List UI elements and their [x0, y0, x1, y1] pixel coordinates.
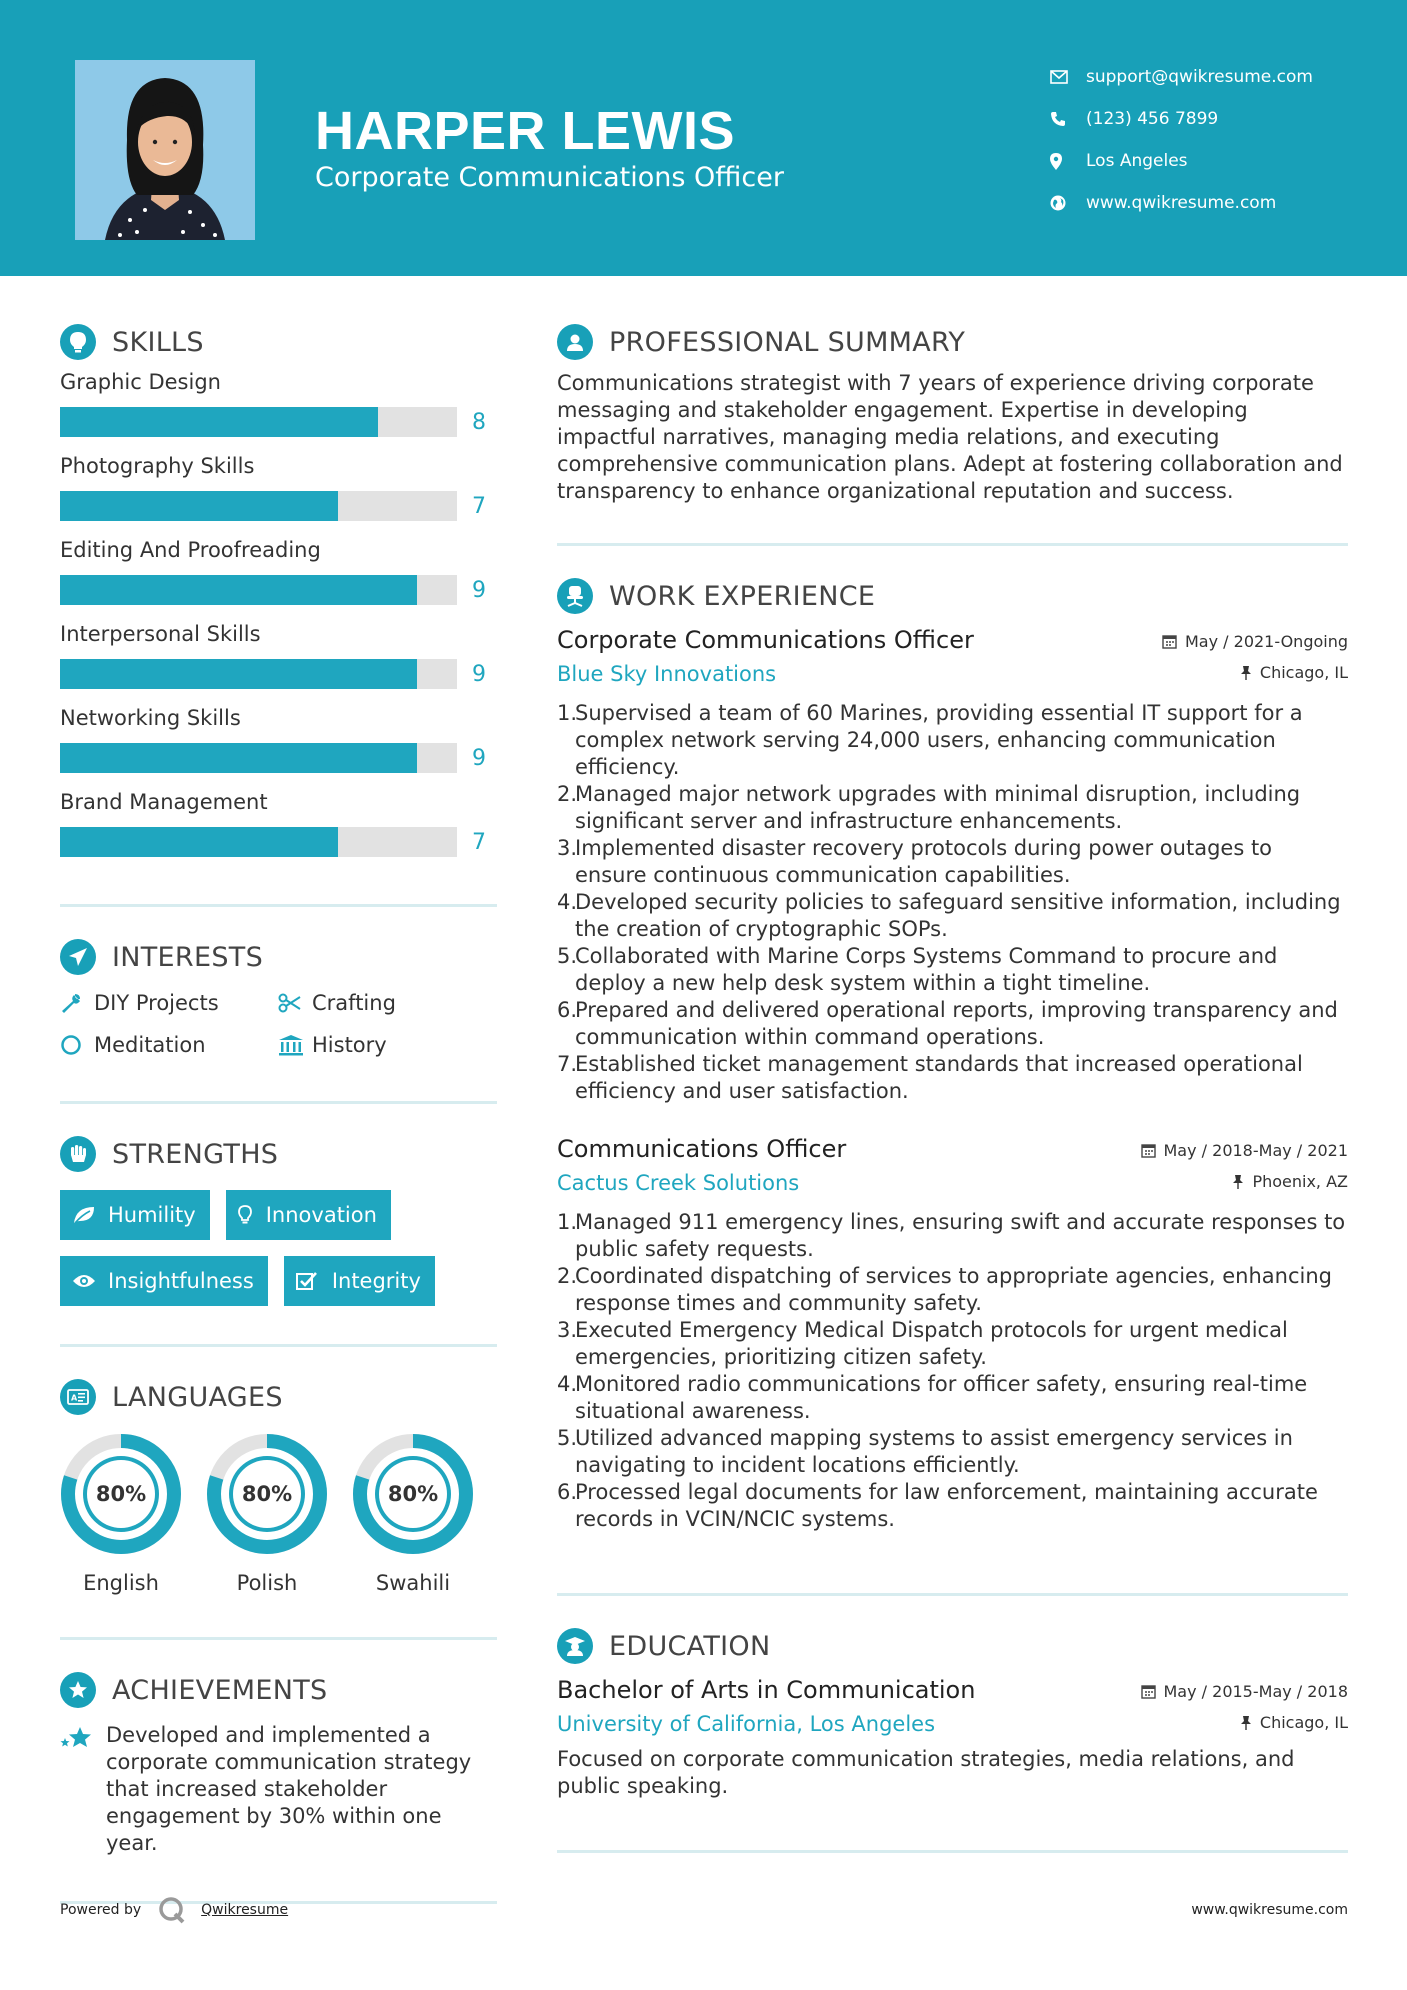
language-ring — [60, 1433, 182, 1555]
pushpin-icon — [1240, 665, 1252, 680]
list-item: 3. Executed Emergency Medical Dispatch protocols for urgent medical emergencies, prioritizing citizen safety. — [557, 1317, 1348, 1371]
job-entry — [557, 1135, 1348, 1533]
skill-name: Networking Skills — [60, 706, 241, 730]
skill-item — [60, 790, 497, 864]
list-item: 5. Collaborated with Marine Corps Systems Command to procure and deploy a new help desk system within a tight timeline. — [557, 943, 1348, 997]
summary-heading — [557, 324, 1348, 360]
contact-location-text: Los Angeles — [1086, 151, 1188, 171]
education-title: EDUCATION — [609, 1630, 771, 1662]
left-column — [60, 276, 497, 1904]
section-divider — [60, 1101, 497, 1104]
job-date — [1141, 1141, 1349, 1160]
interest-label: History — [312, 1033, 387, 1057]
brand-link[interactable]: Qwikresume — [201, 1902, 289, 1918]
phone-icon — [1050, 111, 1086, 127]
calendar-icon — [1141, 1143, 1156, 1158]
interests-heading — [60, 939, 497, 975]
work-heading — [557, 578, 1348, 614]
section-divider — [557, 1593, 1348, 1596]
skill-name: Interpersonal Skills — [60, 622, 261, 646]
skill-value: 7 — [472, 829, 486, 855]
calendar-icon — [1162, 634, 1177, 649]
section-divider — [60, 904, 497, 907]
skill-bar-fill — [60, 743, 417, 773]
list-item: 6. Prepared and delivered operational reports, improving transparency and communication within command operations. — [557, 997, 1348, 1051]
strengths-heading — [60, 1136, 497, 1172]
strengths-list — [60, 1190, 497, 1306]
education-location-text: Chicago, IL — [1259, 1713, 1348, 1732]
job-location — [1141, 1172, 1349, 1191]
education-entry — [557, 1676, 1348, 1800]
lightbulb-icon — [238, 1205, 266, 1225]
skill-bar — [60, 827, 457, 857]
contact-list — [1050, 56, 1313, 224]
paper-plane-icon — [60, 939, 96, 975]
strength-chip — [284, 1256, 435, 1306]
skill-bar-fill — [60, 659, 417, 689]
bullet-text: Executed Emergency Medical Dispatch protocols for urgent medical emergencies, prioritizing citizen safety. — [575, 1318, 1288, 1369]
bullet-text: Prepared and delivered operational reports, improving transparency and communication within command operations. — [575, 998, 1338, 1049]
language-item — [206, 1433, 328, 1595]
skill-value: 8 — [472, 409, 486, 435]
language-percent: 80% — [241, 1482, 293, 1506]
summary-title: PROFESSIONAL SUMMARY — [609, 326, 966, 358]
interest-item — [60, 1033, 278, 1057]
bullet-text: Monitored radio communications for officer safety, ensuring real-time situational awareness. — [575, 1372, 1308, 1423]
strength-chip — [60, 1256, 268, 1306]
office-chair-icon — [557, 578, 593, 614]
strength-chip — [226, 1190, 391, 1240]
calendar-icon — [1141, 1684, 1156, 1699]
fist-icon — [60, 1136, 96, 1172]
list-item: 4. Developed security policies to safeguard sensitive information, including the creation of cryptographic SOPs. — [557, 889, 1348, 943]
circle-icon — [60, 1034, 94, 1056]
education-heading — [557, 1628, 1348, 1664]
skill-bar — [60, 743, 457, 773]
candidate-role: Corporate Communications Officer — [315, 162, 784, 193]
language-percent: 80% — [95, 1482, 147, 1506]
bullet-text: Implemented disaster recovery protocols during power outages to ensure continuous communication capabilities. — [575, 836, 1273, 887]
wrench-icon — [60, 992, 94, 1014]
contact-phone[interactable] — [1050, 98, 1313, 140]
location-pin-icon — [1050, 153, 1086, 170]
job-date-text: May / 2018-May / 2021 — [1163, 1141, 1348, 1160]
list-item: 7. Established ticket management standards that increased operational efficiency and user satisfaction. — [557, 1051, 1348, 1105]
language-item — [60, 1433, 182, 1595]
language-ring — [352, 1433, 474, 1555]
interest-label: DIY Projects — [94, 991, 219, 1015]
stars-icon — [60, 1724, 94, 1857]
job-entry — [557, 626, 1348, 1105]
interest-item — [278, 1033, 496, 1057]
language-name: English — [83, 1571, 159, 1595]
skill-bar — [60, 659, 457, 689]
skills-heading — [60, 324, 497, 360]
right-column — [557, 276, 1348, 1853]
achievement-item — [60, 1722, 497, 1857]
profile-photo — [75, 60, 255, 240]
candidate-name: HARPER LEWIS — [315, 101, 736, 161]
skills-list — [60, 370, 497, 864]
skill-value: 7 — [472, 493, 486, 519]
skill-bar-fill — [60, 827, 338, 857]
resume-header — [0, 0, 1407, 276]
bullet-text: Coordinated dispatching of services to appropriate agencies, enhancing response times and community safety. — [575, 1264, 1332, 1315]
education-date-text: May / 2015-May / 2018 — [1163, 1682, 1348, 1701]
job-company: Blue Sky Innovations — [557, 662, 777, 686]
section-divider — [557, 1850, 1348, 1853]
job-company: Cactus Creek Solutions — [557, 1171, 800, 1195]
skill-name: Photography Skills — [60, 454, 255, 478]
envelope-icon — [1050, 70, 1086, 84]
checkbox-icon — [296, 1271, 332, 1291]
interests-title: INTERESTS — [112, 941, 264, 973]
skill-item — [60, 370, 497, 444]
work-title: WORK EXPERIENCE — [609, 580, 876, 612]
contact-location — [1050, 140, 1313, 182]
strength-label: Humility — [108, 1203, 196, 1227]
skill-bar-fill — [60, 407, 378, 437]
skill-item — [60, 538, 497, 612]
page-footer — [60, 1895, 1348, 1925]
skill-bar-fill — [60, 575, 417, 605]
scissors-icon — [278, 993, 312, 1013]
languages-title: LANGUAGES — [112, 1381, 283, 1413]
job-location-text: Phoenix, AZ — [1252, 1172, 1348, 1191]
leaf-icon — [72, 1205, 108, 1225]
bullet-text: Utilized advanced mapping systems to assist emergency services in navigating to incident locations efficiently. — [575, 1426, 1293, 1477]
bullet-text: Developed security policies to safeguard sensitive information, including the creation of cryptographic SOPs. — [575, 890, 1341, 941]
skill-value: 9 — [472, 745, 486, 771]
achievement-text: Developed and implemented a corporate communication strategy that increased stakeholder engagement by 30% within one year. — [106, 1723, 472, 1855]
languages-heading — [60, 1379, 497, 1415]
bullet-text: Processed legal documents for law enforcement, maintaining accurate records in VCIN/NCIC systems. — [575, 1480, 1318, 1531]
powered-by — [60, 1895, 288, 1925]
interest-item — [60, 991, 278, 1015]
skill-bar — [60, 407, 457, 437]
education-date — [1141, 1682, 1349, 1701]
interest-label: Meditation — [94, 1033, 206, 1057]
job-title: Communications Officer — [557, 1135, 847, 1163]
graduate-icon — [557, 1628, 593, 1664]
globe-icon — [1050, 195, 1086, 211]
powered-by-label: Powered by — [60, 1902, 142, 1918]
skill-name: Graphic Design — [60, 370, 221, 394]
skill-item — [60, 706, 497, 780]
job-date — [1162, 632, 1348, 651]
skill-bar — [60, 491, 457, 521]
footer-site-link[interactable]: www.qwikresume.com — [1191, 1902, 1348, 1918]
language-ring — [206, 1433, 328, 1555]
contact-email-text: support@qwikresume.com — [1086, 67, 1313, 87]
job-bullets — [557, 1209, 1348, 1533]
star-badge-icon — [60, 1672, 96, 1708]
skill-bar — [60, 575, 457, 605]
degree-title: Bachelor of Arts in Communication — [557, 1676, 976, 1704]
skills-title: SKILLS — [112, 326, 204, 358]
strengths-title: STRENGTHS — [112, 1138, 279, 1170]
list-item: 6. Processed legal documents for law enforcement, maintaining accurate records in VCIN/NCIC systems. — [557, 1479, 1348, 1533]
user-icon — [557, 324, 593, 360]
list-item: 5. Utilized advanced mapping systems to assist emergency services in navigating to incident locations efficiently. — [557, 1425, 1348, 1479]
skill-name: Brand Management — [60, 790, 268, 814]
list-item: 4. Monitored radio communications for officer safety, ensuring real-time situational awareness. — [557, 1371, 1348, 1425]
museum-icon — [278, 1034, 312, 1056]
achievements-heading — [60, 1672, 497, 1708]
bullet-text: Managed major network upgrades with minimal disruption, including significant server and infrastructure enhancements. — [575, 782, 1301, 833]
lightbulb-icon — [60, 324, 96, 360]
interests-list — [60, 991, 497, 1057]
interest-item — [278, 991, 496, 1015]
school-name: University of California, Los Angeles — [557, 1712, 936, 1736]
languages-list — [60, 1433, 497, 1595]
eye-icon — [72, 1273, 108, 1289]
job-location-text: Chicago, IL — [1259, 663, 1348, 682]
skill-value: 9 — [472, 661, 486, 687]
skill-name: Editing And Proofreading — [60, 538, 321, 562]
bullet-text: Supervised a team of 60 Marines, providing essential IT support for a complex network serving 24,000 users, enhancing communication efficiency. — [575, 701, 1303, 779]
language-name: Swahili — [375, 1571, 451, 1595]
job-title: Corporate Communications Officer — [557, 626, 974, 654]
strength-label: Integrity — [331, 1269, 421, 1293]
skill-bar-fill — [60, 491, 338, 521]
list-item: 1. Managed 911 emergency lines, ensuring swift and accurate responses to public safety requests. — [557, 1209, 1348, 1263]
strength-chip — [60, 1190, 210, 1240]
achievements-title: ACHIEVEMENTS — [112, 1674, 328, 1706]
language-name: Polish — [236, 1571, 298, 1595]
skill-item — [60, 622, 497, 696]
contact-website[interactable] — [1050, 182, 1313, 224]
pushpin-icon — [1232, 1174, 1244, 1189]
section-divider — [60, 1637, 497, 1640]
bullet-text: Collaborated with Marine Corps Systems Command to procure and deploy a new help desk system within a tight timeline. — [575, 944, 1278, 995]
list-item: 3. Implemented disaster recovery protocols during power outages to ensure continuous communication capabilities. — [557, 835, 1348, 889]
education-location — [1141, 1713, 1349, 1732]
strength-label: Innovation — [265, 1203, 377, 1227]
language-item — [352, 1433, 474, 1595]
pushpin-icon — [1240, 1715, 1252, 1730]
contact-website-text: www.qwikresume.com — [1086, 193, 1277, 213]
contact-phone-text: (123) 456 7899 — [1086, 109, 1219, 129]
language-percent: 80% — [387, 1482, 439, 1506]
list-item: 2. Coordinated dispatching of services to appropriate agencies, enhancing response times and community safety. — [557, 1263, 1348, 1317]
language-card-icon — [60, 1379, 96, 1415]
section-divider — [60, 1344, 497, 1347]
job-location — [1162, 663, 1348, 682]
summary-text: Communications strategist with 7 years of experience driving corporate messaging and stakeholder engagement. Expertise in developing impactful narratives, managing media relations, and executing comprehensive communication plans. Adept at fostering collaboration and transparency to enhance organizational reputation and success. — [557, 371, 1343, 503]
job-date-text: May / 2021-Ongoing — [1185, 632, 1348, 651]
section-divider — [557, 543, 1348, 546]
skill-item — [60, 454, 497, 528]
qwikresume-logo-icon — [157, 1895, 187, 1925]
svg-text:A: A — [71, 1393, 78, 1403]
list-item: 2. Managed major network upgrades with minimal disruption, including significant server and infrastructure enhancements. — [557, 781, 1348, 835]
skill-value: 9 — [472, 577, 486, 603]
list-item: 1. Supervised a team of 60 Marines, providing essential IT support for a complex network serving 24,000 users, enhancing communication efficiency. — [557, 700, 1348, 781]
interest-label: Crafting — [312, 991, 396, 1015]
bullet-text: Established ticket management standards that increased operational efficiency and user satisfaction. — [575, 1052, 1303, 1103]
contact-email[interactable] — [1050, 56, 1313, 98]
education-description: Focused on corporate communication strategies, media relations, and public speaking. — [557, 1747, 1295, 1798]
strength-label: Insightfulness — [108, 1269, 254, 1293]
job-bullets — [557, 700, 1348, 1105]
bullet-text: Managed 911 emergency lines, ensuring swift and accurate responses to public safety requests. — [575, 1210, 1346, 1261]
